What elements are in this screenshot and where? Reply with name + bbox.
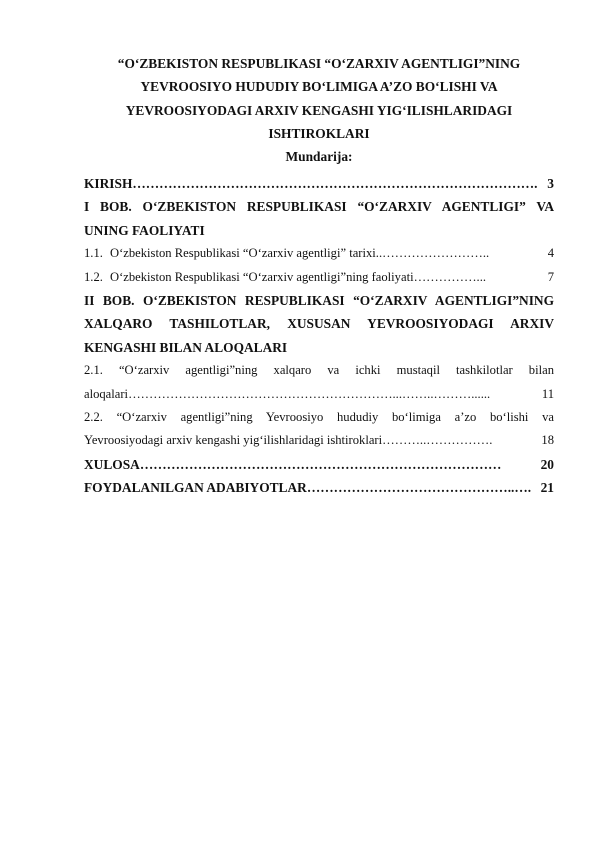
toc-leader: ……………………………………………………………………… <box>139 456 502 472</box>
title-line-1: “O‘ZBEKISTON RESPUBLIKASI “O‘ZARXIV AGENTLIGI”NING <box>117 56 521 71</box>
toc-entry-xulosa[interactable] <box>84 453 554 476</box>
title-line-2: YEVROOSIYO HUDUDIY BO‘LIMIGA A’ZO BO‘LISHI VA <box>140 79 498 95</box>
title-line-3: YEVROOSIYODAGI ARXIV KENGASHI YIG‘ILISHLARIDAGI <box>125 102 513 118</box>
toc-section-label <box>84 242 382 265</box>
toc-section-2-2-line-2[interactable] <box>84 429 554 452</box>
toc-leader: ………………………………………………………………………………. <box>132 176 538 191</box>
toc-entry-text: Yevroosiyodagi arxiv kengashi yig‘ilishlaridagi ishtiroklari <box>84 433 383 448</box>
toc-section-2-1-line-2[interactable] <box>84 383 554 406</box>
toc-section-1-2[interactable] <box>84 266 554 289</box>
toc-section-1-1[interactable] <box>84 242 554 265</box>
toc-section-number: 1.2. <box>84 269 103 284</box>
toc-leader: ……………... <box>413 269 486 284</box>
document-title <box>84 52 554 145</box>
toc-section-2-1-line-1[interactable]: 2.1. “O‘zarxiv agentligi”ning xalqaro va ichki mustaqil tashkilotlar bilan <box>84 363 554 378</box>
toc-page-number: 18 <box>541 433 554 448</box>
toc-entry-text: XULOSA <box>84 456 140 472</box>
toc-page-number: 20 <box>540 456 554 472</box>
toc-leader: ………………………………………………………...……..………...... <box>128 386 491 401</box>
toc-entry-text: O‘zbekiston Respublikasi “O‘zarxiv agentligi”ning faoliyati <box>110 269 414 284</box>
toc-page-number: 21 <box>540 480 554 496</box>
toc-leader: ………..……………. <box>382 433 493 448</box>
toc-leader: ………………………………………..…. <box>306 480 532 496</box>
table-of-contents <box>84 172 554 500</box>
toc-chapter-2-line-1[interactable]: II BOB. O‘ZBEKISTON RESPUBLIKASI “O‘ZARXIV AGENTLIGI”NING <box>84 293 554 309</box>
toc-chapter-1-line-1[interactable]: I BOB. O‘ZBEKISTON RESPUBLIKASI “O‘ZARXIV AGENTLIGI” VA <box>84 199 554 215</box>
toc-page-number: 7 <box>547 269 554 284</box>
toc-entry-references[interactable] <box>84 476 554 499</box>
toc-section-label <box>84 266 414 289</box>
toc-page-number: 4 <box>547 246 554 261</box>
toc-page-number: 11 <box>541 386 554 401</box>
toc-entry-text: O‘zbekiston Respublikasi “O‘zarxiv agentligi” tarixi.. <box>110 246 383 261</box>
toc-section-2-2-line-1[interactable]: 2.2. “O‘zarxiv agentligi”ning Yevroosiyo hududiy bo‘limiga a’zo bo‘lishi va <box>84 410 554 424</box>
title-line-4: ISHTIROKLARI <box>268 125 370 141</box>
toc-leader: …………………….. <box>382 246 490 261</box>
toc-entry-kirish[interactable] <box>84 172 554 195</box>
toc-chapter-1-line-2[interactable]: UNING FAOLIYATI <box>84 222 205 238</box>
toc-section-number: 1.1. <box>84 246 103 261</box>
contents-heading: Mundarija: <box>285 149 353 164</box>
toc-page-number: 3 <box>547 176 554 191</box>
toc-chapter-2-line-3[interactable]: KENGASHI BILAN ALOQALARI <box>84 339 288 355</box>
toc-entry-text: aloqalari <box>84 386 129 401</box>
toc-chapter-2-line-2[interactable]: XALQARO TASHILOTLAR, XUSUSAN YEVROOSIYODAGI ARXIV <box>84 316 554 332</box>
toc-entry-text: KIRISH <box>84 176 133 191</box>
toc-entry-text: FOYDALANILGAN ADABIYOTLAR <box>84 480 307 496</box>
